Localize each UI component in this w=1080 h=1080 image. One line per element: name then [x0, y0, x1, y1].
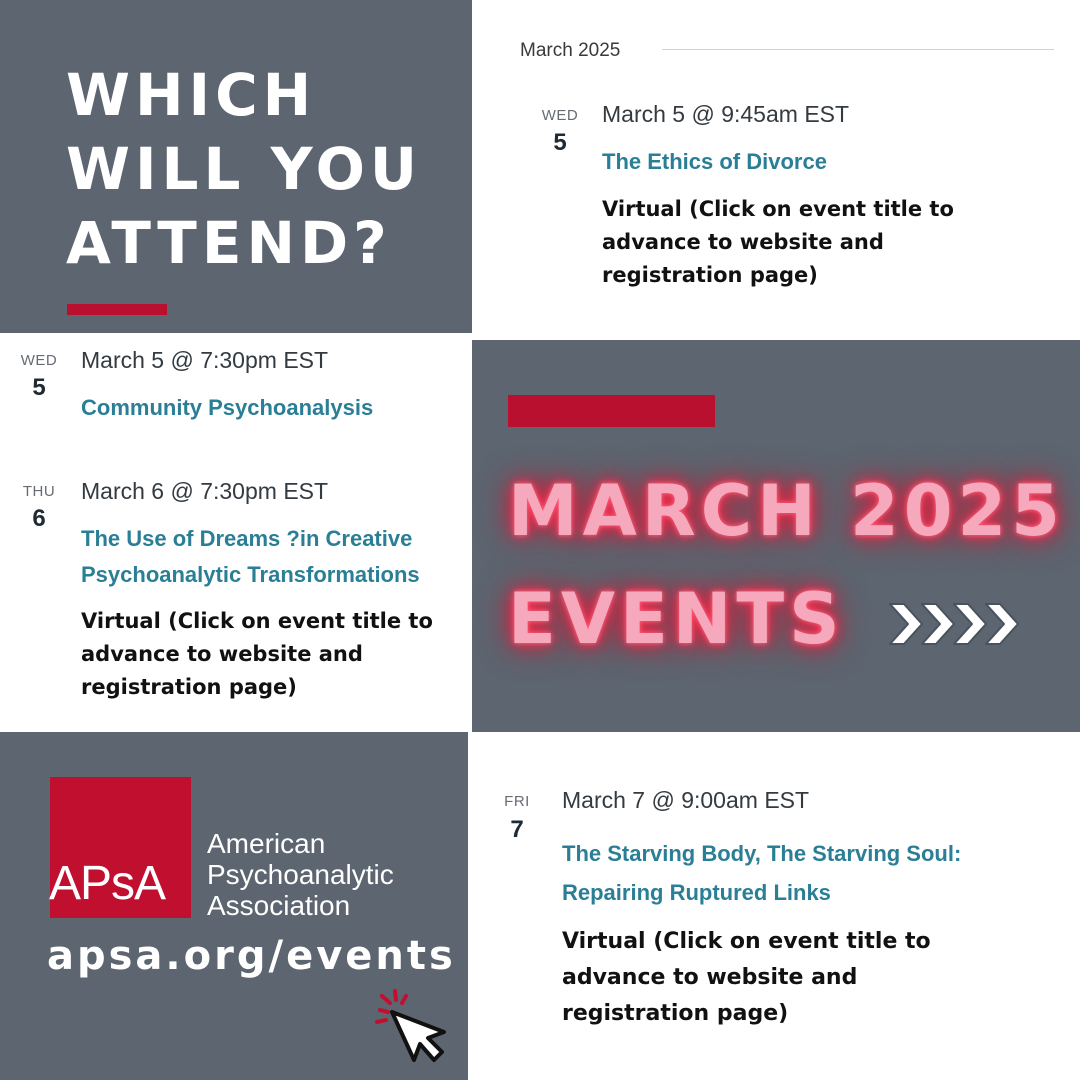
event-description-line: Virtual (Click on event title to	[562, 929, 931, 954]
month-divider	[662, 49, 1054, 50]
event-panel-bottom-right	[468, 732, 1080, 1080]
event-title-link[interactable]	[81, 521, 420, 593]
organization-name	[207, 828, 394, 921]
event-description-line: Virtual (Click on event title to	[602, 197, 954, 221]
event-description-line: advance to website and	[562, 965, 858, 990]
event-weekday: FRI	[504, 793, 530, 810]
event-day-number: 5	[32, 374, 46, 401]
event-description-line: advance to website and	[81, 642, 363, 666]
event-title-line: The Use of Dreams ?in Creative	[81, 526, 413, 551]
event-datetime: March 5 @ 7:30pm EST	[81, 347, 329, 373]
headline-line-2: WILL YOU	[66, 135, 422, 203]
organization-name-line: American	[207, 828, 326, 859]
event-description-line: registration page)	[81, 675, 297, 699]
feature-accent-bar	[508, 395, 715, 427]
headline-line-3: ATTEND?	[66, 209, 392, 277]
month-header: March 2025	[520, 40, 621, 61]
event-title-line: Psychoanalytic Transformations	[81, 562, 420, 587]
event-title-link[interactable]	[562, 834, 961, 912]
organization-name-line: Association	[207, 890, 351, 921]
event-day-number: 5	[553, 129, 567, 156]
headline-accent-bar	[67, 304, 167, 315]
event-description-line: registration page)	[602, 263, 818, 287]
event-datetime: March 6 @ 7:30pm EST	[81, 478, 329, 504]
event-title-line: The Ethics of Divorce	[602, 149, 827, 174]
apsa-logo-text: APsA	[49, 857, 166, 910]
event-panel-top-right	[472, 0, 1080, 340]
event-datetime: March 5 @ 9:45am EST	[602, 101, 850, 127]
headline-panel	[0, 0, 472, 333]
event-weekday: WED	[20, 352, 58, 369]
event-description-line: advance to website and	[602, 230, 884, 254]
events-url-link[interactable]: apsa.org/events	[47, 933, 456, 979]
event-description	[562, 924, 931, 1032]
chevrons-right-icon	[886, 596, 1036, 652]
event-title-link[interactable]	[602, 144, 827, 180]
event-weekday: WED	[541, 107, 579, 124]
event-day-number: 6	[32, 505, 46, 532]
event-weekday: THU	[22, 483, 56, 500]
feature-title-line-2: EVENTS	[508, 578, 845, 660]
headline-line-1: WHICH	[66, 61, 317, 129]
event-description	[602, 193, 954, 292]
event-description-line: registration page)	[562, 1001, 789, 1026]
event-title-line: The Starving Body, The Starving Soul:	[562, 841, 962, 866]
feature-title-line-1: MARCH 2025	[508, 470, 1065, 552]
organization-name-line: Psychoanalytic	[207, 859, 394, 890]
pointer-cursor-icon	[368, 988, 454, 1068]
headline	[66, 58, 422, 280]
event-title-line: Community Psychoanalysis	[81, 395, 374, 420]
event-datetime: March 7 @ 9:00am EST	[562, 787, 810, 813]
event-title-line: Repairing Ruptured Links	[562, 880, 831, 905]
event-panel-middle-left	[0, 333, 472, 732]
event-title-link[interactable]	[81, 390, 373, 426]
event-day-number: 7	[510, 816, 524, 843]
event-description	[81, 605, 433, 704]
event-description-line: Virtual (Click on event title to	[81, 609, 433, 633]
